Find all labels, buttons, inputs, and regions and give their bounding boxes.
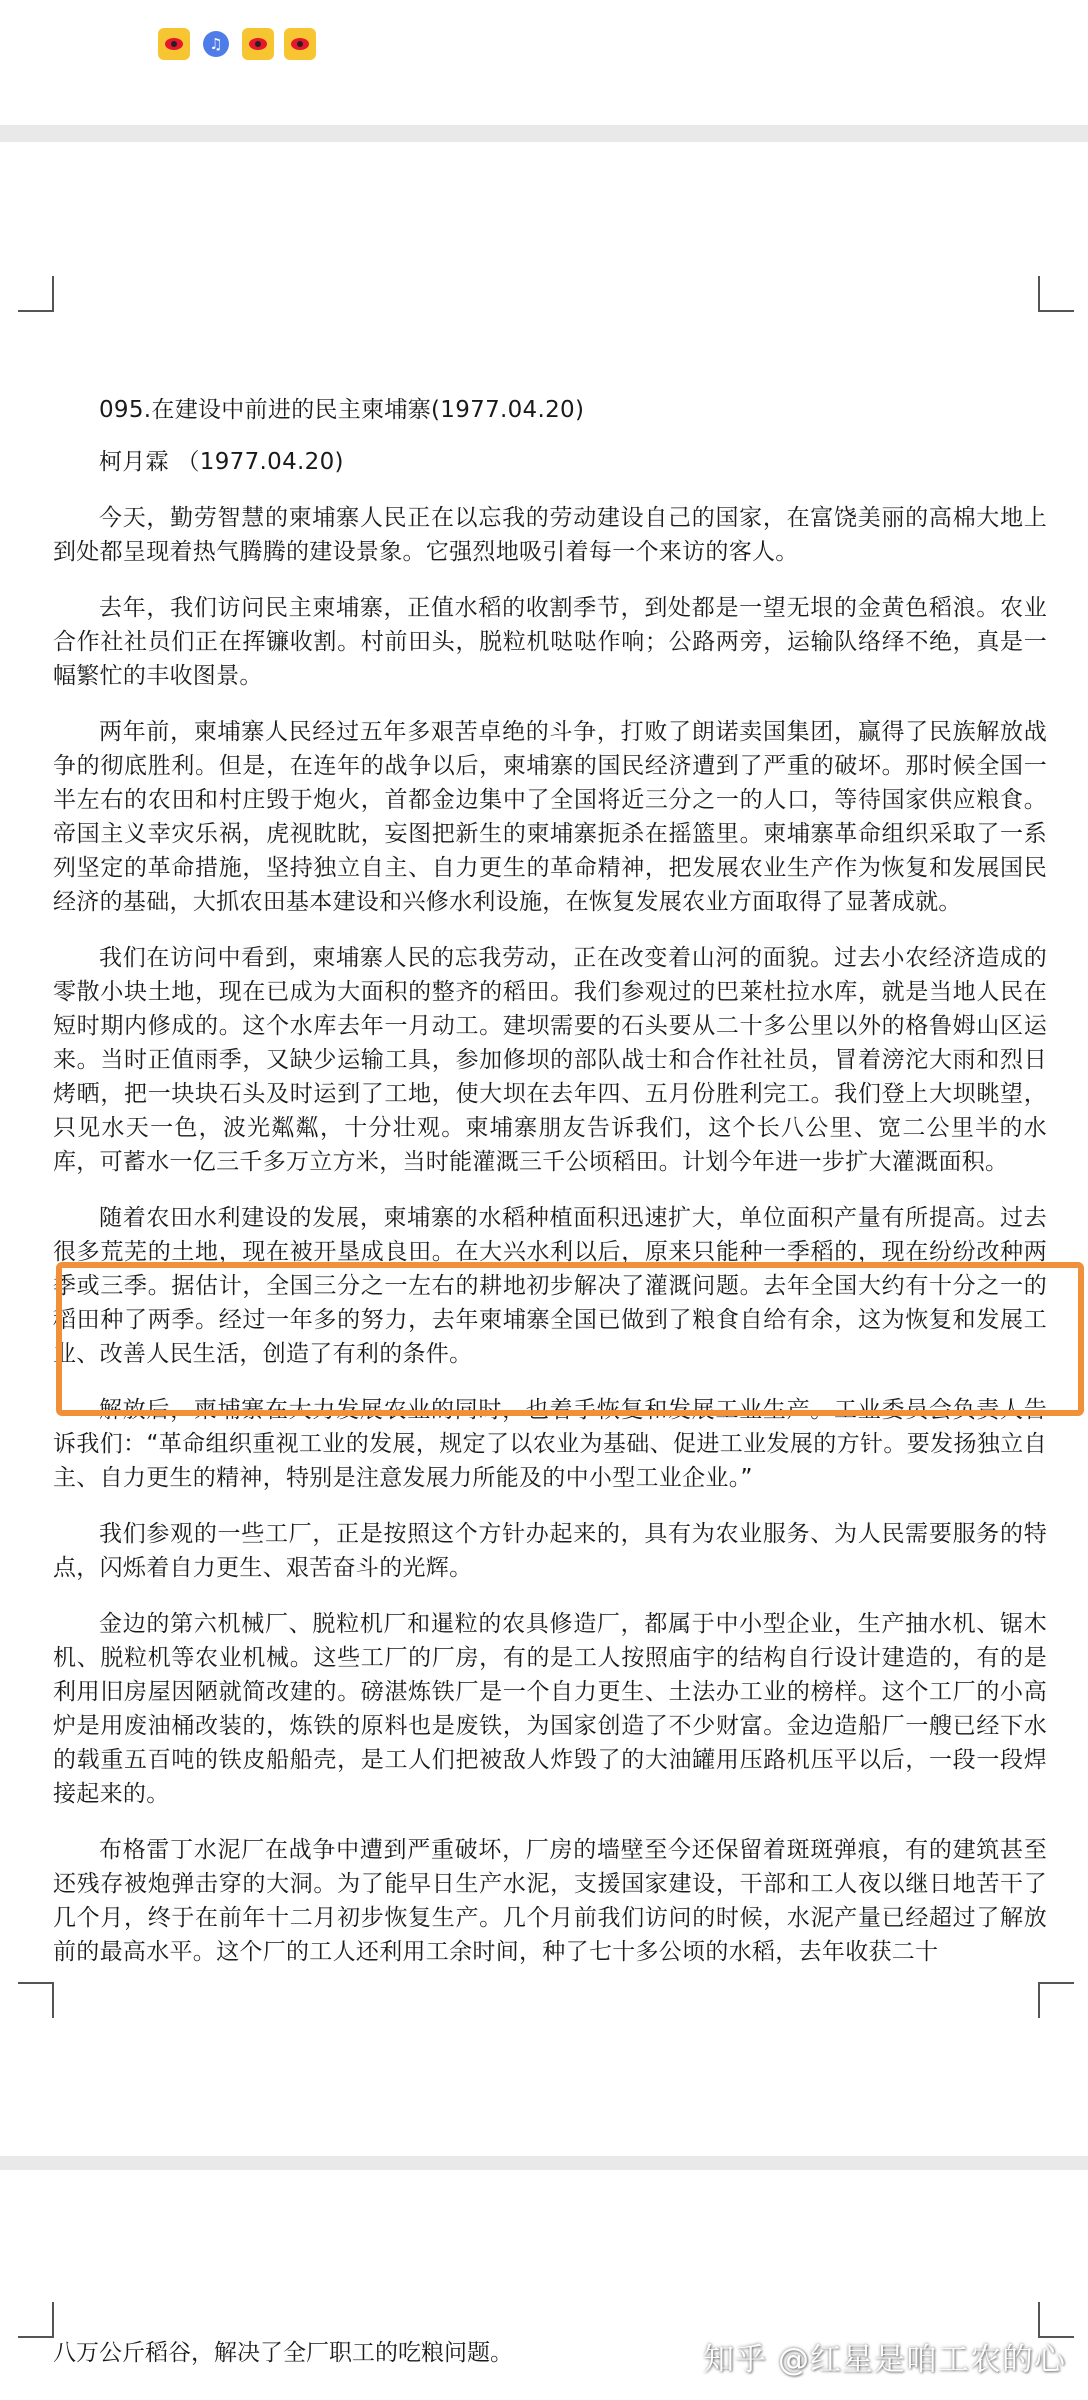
weibo-icon[interactable] [158, 28, 190, 60]
paragraph: 布格雷丁水泥厂在战争中遭到严重破坏，厂房的墙壁至今还保留着斑斑弹痕，有的建筑甚至还残存被炮弹击穿的大洞。为了能早日生产水泥，支援国家建设，干部和工人夜以继日地苦干了几个月，终于在前年十二月初步恢复生产。几个月前我们访问的时候，水泥产量已经超过了解放前的最高水平。这个厂的工人还利用工余时间，种了七十多公顷的水稻，去年收获二十 [53, 1837, 1047, 1965]
paragraph: 我们在访问中看到，柬埔寨人民的忘我劳动，正在改变着山河的面貌。过去小农经济造成的零散小块土地，现在已成为大面积的整齐的稻田。我们参观过的巴莱杜拉水库，就是当地人民在短时期内修成的。这个水库去年一月动工。建坝需要的石头要从二十多公里以外的格鲁姆山区运来。当时正值雨季，又缺少运输工具，参加修坝的部队战士和合作社社员，冒着滂沱大雨和烈日烤晒，把一块块石头及时运到了工地，使大坝在去年四、五月份胜利完工。我们登上大坝眺望，只见水天一色，波光粼粼，十分壮观。柬埔寨朋友告诉我们，这个长八公里、宽二公里半的水库，可蓄水一亿三千多万立方米，当时能灌溉三千公顷稻田。计划今年进一步扩大灌溉面积。 [53, 945, 1047, 1175]
page-corner-mark [1038, 2302, 1074, 2338]
page-separator [0, 125, 1088, 142]
page-corner-mark [1038, 276, 1074, 312]
share-icon-row [158, 28, 316, 60]
document-body [53, 393, 1047, 1991]
article-title: 095.在建设中前进的民主柬埔寨(1977.04.20) [99, 397, 585, 423]
paragraph: 今天，勤劳智慧的柬埔寨人民正在以忘我的劳动建设自己的国家，在富饶美丽的高棉大地上到处都呈现着热气腾腾的建设景象。它强烈地吸引着每一个来访的客人。 [53, 505, 1047, 565]
article-author: 柯月霖 （1977.04.20) [99, 449, 344, 475]
share-toolbar [0, 0, 1088, 125]
page-corner-mark [18, 2302, 54, 2338]
highlight-annotation-box [56, 1262, 1084, 1416]
paragraph-continuation: 八万公斤稻谷，解决了全厂职工的吃粮问题。 [53, 2340, 513, 2366]
page-separator [0, 2156, 1088, 2170]
paragraph: 解放后，柬埔寨在大力发展农业的同时，也着手恢复和发展工业生产。工业委员会负责人告诉我们：“革命组织重视工业的发展，规定了以农业为基础、促进工业发展的方针。要发扬独立自主、自力更生的精神，特别是注意发展力所能及的中小型工业企业。” [53, 1397, 1047, 1491]
paragraph: 随着农田水利建设的发展，柬埔寨的水稻种植面积迅速扩大，单位面积产量有所提高。过去很多荒芜的土地，现在被开垦成良田。在大兴水利以后，原来只能种一季稻的，现在纷纷改种两季或三季。据估计，全国三分之一左右的耕地初步解决了灌溉问题。去年全国大约有十分之一的稻田种了两季。经过一年多的努力，去年柬埔寨全国已做到了粮食自给有余，这为恢复和发展工业、改善人民生活，创造了有利的条件。 [53, 1205, 1047, 1367]
page-corner-mark [18, 1982, 54, 2018]
paragraph: 去年，我们访问民主柬埔寨，正值水稻的收割季节，到处都是一望无垠的金黄色稻浪。农业合作社社员们正在挥镰收割。村前田头，脱粒机哒哒作响；公路两旁，运输队络绎不绝，真是一幅繁忙的丰收图景。 [53, 595, 1047, 689]
watermark: 知乎 @红星是咱工农的心 [703, 2342, 1066, 2378]
weibo-icon[interactable] [284, 28, 316, 60]
page-corner-mark [18, 276, 54, 312]
paragraph: 我们参观的一些工厂，正是按照这个方针办起来的，具有为农业服务、为人民需要服务的特点，闪烁着自力更生、艰苦奋斗的光辉。 [53, 1521, 1047, 1581]
weibo-icon[interactable] [242, 28, 274, 60]
paragraph: 金边的第六机械厂、脱粒机厂和暹粒的农具修造厂，都属于中小型企业，生产抽水机、锯木机、脱粒机等农业机械。这些工厂的厂房，有的是工人按照庙宇的结构自行设计建造的，有的是利用旧房屋因陋就简改建的。磅湛炼铁厂是一个自力更生、土法办工业的榜样。这个工厂的小高炉是用废油桶改装的，炼铁的原料也是废铁，为国家创造了不少财富。金边造船厂一艘已经下水的载重五百吨的铁皮船船壳，是工人们把被敌人炸毁了的大油罐用压路机压平以后，一段一段焊接起来的。 [53, 1611, 1047, 1807]
paragraph: 两年前，柬埔寨人民经过五年多艰苦卓绝的斗争，打败了朗诺卖国集团，赢得了民族解放战争的彻底胜利。但是，在连年的战争以后，柬埔寨的国民经济遭到了严重的破坏。那时候全国一半左右的农田和村庄毁于炮火，首都金边集中了全国将近三分之一的人口，等待国家供应粮食。帝国主义幸灾乐祸，虎视眈眈，妄图把新生的柬埔寨扼杀在摇篮里。柬埔寨革命组织采取了一系列坚定的革命措施，坚持独立自主、自力更生的革命精神，把发展农业生产作为恢复和发展国民经济的基础，大抓农田基本建设和兴修水利设施，在恢复发展农业方面取得了显著成就。 [53, 719, 1047, 915]
music-icon[interactable]: ♫ [200, 28, 232, 60]
